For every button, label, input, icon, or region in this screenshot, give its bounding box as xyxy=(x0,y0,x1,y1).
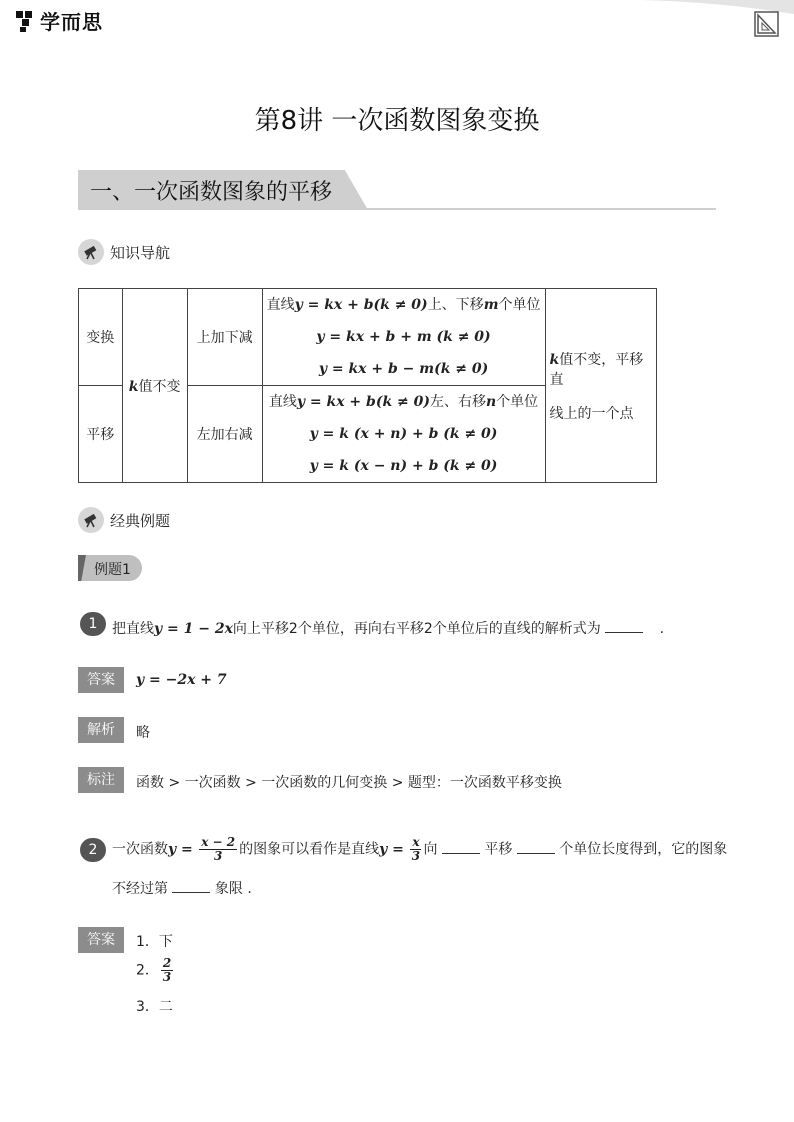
question-2-text: 一次函数y = $\frac{x - 2}{3}$ 的图象可以看作是直线y = $\frac{x}{3}$ 向 平移 个单位长度得到，它的图象 xyxy=(112,835,728,863)
fraction-x-minus-2-over-3: $\frac{x - 2}{3}$ xyxy=(201,835,236,863)
q1-note: 函数 > 一次函数 > 一次函数的几何变换 > 题型：一次函数平移变换 xyxy=(136,775,562,791)
logo-mark-icon xyxy=(14,9,36,33)
section-divider xyxy=(78,208,716,210)
question-1-text: 把直线y = 1 − 2x向上平移2个单位，再向右平移2个单位后的直线的解析式为 . xyxy=(112,621,665,637)
knowledge-table xyxy=(78,288,657,483)
page-title: 第8讲 一次函数图象变换 xyxy=(254,106,540,136)
table-cell-summary: k值不变，平移直 线上的一个点 xyxy=(545,289,656,483)
answer-blank xyxy=(517,841,555,854)
answer-blank xyxy=(605,620,643,633)
table-cell-up-down-equations xyxy=(262,289,545,386)
left-right-rule: 直线y = kx + b(k ≠ 0)左、右移n个单位 xyxy=(268,394,539,410)
answer-blank xyxy=(172,880,210,893)
q1-answer: y = −2x + 7 xyxy=(136,672,227,688)
telescope-icon xyxy=(78,239,104,265)
q2-answer-1: 1．下 xyxy=(136,934,173,950)
knowledge-nav-heading xyxy=(78,239,170,265)
note-tag: 标注 xyxy=(78,767,124,793)
question-2-text-line2: 不经过第 象限 . xyxy=(112,881,252,897)
q1-analysis: 略 xyxy=(136,725,150,741)
down-equation: y = kx + b − m(k ≠ 0) xyxy=(318,361,489,377)
analysis-tag: 解析 xyxy=(78,717,124,743)
section-title: 一、一次函数图象的平移 xyxy=(90,180,333,205)
table-cell-left-right-equations xyxy=(262,386,545,483)
header-decoration xyxy=(0,0,794,14)
up-down-rule: 直线y = kx + b(k ≠ 0)上、下移m个单位 xyxy=(266,297,541,313)
table-cell-up-down: 上加下减 xyxy=(187,289,262,386)
telescope-icon xyxy=(78,507,104,533)
answer-tag: 答案 xyxy=(78,927,124,953)
q2-answer-3: 3．二 xyxy=(136,999,173,1015)
classic-examples-title: 经典例题 xyxy=(110,511,171,530)
answer-blank xyxy=(442,841,480,854)
right-equation: y = k (x − n) + b (k ≠ 0) xyxy=(309,458,498,474)
ruler-triangle-icon xyxy=(754,10,780,38)
q2-answer-2: 2． $\frac{2}{3}$ xyxy=(136,956,172,984)
table-cell-transform: 变换 xyxy=(79,289,123,386)
up-equation: y = kx + b + m (k ≠ 0) xyxy=(316,329,491,345)
example-label-slash xyxy=(78,555,86,581)
classic-examples-heading xyxy=(78,507,170,533)
question-1-number: 1 xyxy=(80,612,106,636)
fraction-x-over-3: $\frac{x}{3}$ xyxy=(411,835,421,863)
fraction-2-over-3: $\frac{2}{3}$ xyxy=(162,956,172,984)
logo xyxy=(14,6,103,35)
left-equation: y = k (x + n) + b (k ≠ 0) xyxy=(309,426,498,442)
table-cell-translate: 平移 xyxy=(79,386,123,483)
knowledge-nav-title: 知识导航 xyxy=(110,243,171,262)
logo-text: 学而思 xyxy=(40,10,103,34)
question-2-number: 2 xyxy=(80,838,106,862)
table-cell-left-right: 左加右减 xyxy=(187,386,262,483)
example-label: 例题1 xyxy=(78,555,142,581)
table-cell-k-unchanged: k值不变 xyxy=(122,289,187,483)
answer-tag: 答案 xyxy=(78,667,124,693)
